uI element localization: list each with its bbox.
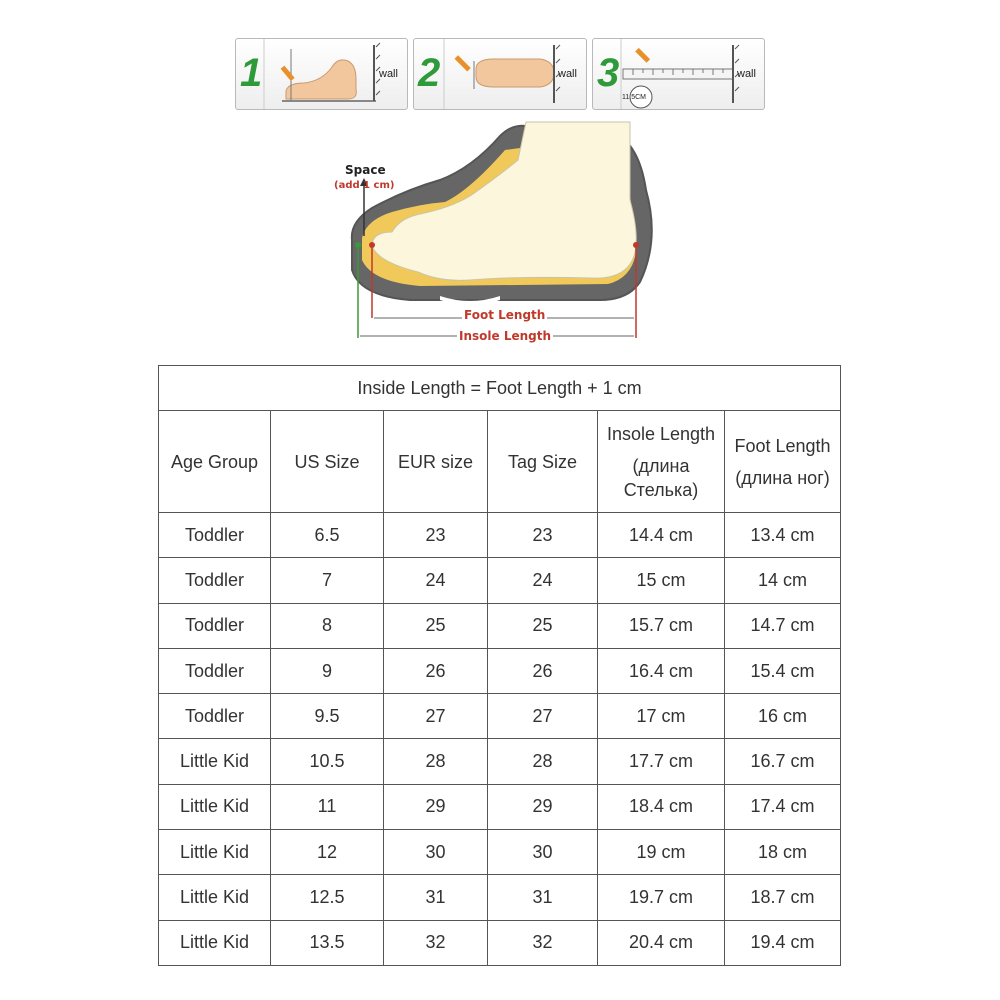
foot-length-label: Foot Length xyxy=(464,308,546,322)
cell-eur-size: 25 xyxy=(384,603,488,648)
cell-insole-length: 16.4 cm xyxy=(598,648,725,693)
cell-eur-size: 24 xyxy=(384,558,488,603)
cell-foot-length: 13.4 cm xyxy=(725,512,841,557)
header-age-group: Age Group xyxy=(159,411,271,513)
header-foot-length-ru: (длина ног) xyxy=(735,467,830,488)
cell-age-group: Toddler xyxy=(159,694,271,739)
step-3-number: 3 xyxy=(597,51,620,95)
step-1-wall-label: wall xyxy=(379,68,398,80)
cell-eur-size: 30 xyxy=(384,830,488,875)
step-2-wall-label: wall xyxy=(558,68,577,80)
header-eur-size: EUR size xyxy=(384,411,488,513)
cell-foot-length: 16.7 cm xyxy=(725,739,841,784)
cell-insole-length: 15 cm xyxy=(598,558,725,603)
table-row xyxy=(159,648,841,693)
insole-length-label: Insole Length xyxy=(459,329,552,343)
cell-eur-size: 26 xyxy=(384,648,488,693)
cell-foot-length: 18 cm xyxy=(725,830,841,875)
cell-us-size: 8 xyxy=(271,603,384,648)
cell-insole-length: 17.7 cm xyxy=(598,739,725,784)
cell-foot-length: 19.4 cm xyxy=(725,920,841,965)
cell-insole-length: 15.7 cm xyxy=(598,603,725,648)
cell-tag-size: 27 xyxy=(488,694,598,739)
cell-insole-length: 19.7 cm xyxy=(598,875,725,920)
cell-age-group: Toddler xyxy=(159,603,271,648)
step-3-wall-label: wall xyxy=(737,68,756,80)
shoe-foot-diagram xyxy=(0,0,1000,360)
cell-tag-size: 31 xyxy=(488,875,598,920)
header-insole-length-en: Insole Length xyxy=(606,423,716,444)
table-caption: Inside Length = Foot Length + 1 cm xyxy=(159,366,841,411)
cell-tag-size: 30 xyxy=(488,830,598,875)
table-row xyxy=(159,875,841,920)
cell-age-group: Toddler xyxy=(159,512,271,557)
cell-age-group: Little Kid xyxy=(159,784,271,829)
table-row xyxy=(159,558,841,603)
cell-insole-length: 14.4 cm xyxy=(598,512,725,557)
table-header-row xyxy=(159,411,841,513)
header-tag-size: Tag Size xyxy=(488,411,598,513)
table-row xyxy=(159,739,841,784)
size-chart-table xyxy=(158,365,841,966)
cell-age-group: Toddler xyxy=(159,648,271,693)
table-row xyxy=(159,784,841,829)
space-note: (add 1 cm) xyxy=(334,180,395,191)
cell-age-group: Little Kid xyxy=(159,830,271,875)
table-row xyxy=(159,920,841,965)
cell-age-group: Little Kid xyxy=(159,920,271,965)
cell-age-group: Little Kid xyxy=(159,739,271,784)
table-row xyxy=(159,512,841,557)
cell-age-group: Toddler xyxy=(159,558,271,603)
cell-eur-size: 29 xyxy=(384,784,488,829)
cell-foot-length: 16 cm xyxy=(725,694,841,739)
cell-insole-length: 18.4 cm xyxy=(598,784,725,829)
cell-tag-size: 28 xyxy=(488,739,598,784)
cell-us-size: 12.5 xyxy=(271,875,384,920)
cell-insole-length: 20.4 cm xyxy=(598,920,725,965)
header-foot-length-en: Foot Length xyxy=(734,435,831,456)
cell-foot-length: 15.4 cm xyxy=(725,648,841,693)
cell-insole-length: 17 cm xyxy=(598,694,725,739)
cell-tag-size: 26 xyxy=(488,648,598,693)
cell-us-size: 9.5 xyxy=(271,694,384,739)
cell-foot-length: 14 cm xyxy=(725,558,841,603)
cell-tag-size: 25 xyxy=(488,603,598,648)
cell-tag-size: 32 xyxy=(488,920,598,965)
space-label: Space xyxy=(345,163,386,177)
table-row xyxy=(159,694,841,739)
cell-eur-size: 23 xyxy=(384,512,488,557)
header-insole-length-ru: (длина Стелька) xyxy=(623,455,699,500)
cell-us-size: 6.5 xyxy=(271,512,384,557)
cell-us-size: 10.5 xyxy=(271,739,384,784)
cell-foot-length: 14.7 cm xyxy=(725,603,841,648)
cell-us-size: 9 xyxy=(271,648,384,693)
cell-eur-size: 28 xyxy=(384,739,488,784)
cell-age-group: Little Kid xyxy=(159,875,271,920)
cell-tag-size: 23 xyxy=(488,512,598,557)
header-insole-length xyxy=(598,411,725,513)
cell-foot-length: 18.7 cm xyxy=(725,875,841,920)
cell-us-size: 13.5 xyxy=(271,920,384,965)
step-2-number: 2 xyxy=(418,51,441,95)
cell-eur-size: 31 xyxy=(384,875,488,920)
cell-insole-length: 19 cm xyxy=(598,830,725,875)
table-row xyxy=(159,830,841,875)
cell-foot-length: 17.4 cm xyxy=(725,784,841,829)
cell-us-size: 12 xyxy=(271,830,384,875)
step-3-scale-label: 11.5CM xyxy=(622,94,646,101)
header-us-size: US Size xyxy=(271,411,384,513)
cell-us-size: 11 xyxy=(271,784,384,829)
step-1-number: 1 xyxy=(240,51,263,95)
cell-tag-size: 29 xyxy=(488,784,598,829)
header-foot-length xyxy=(725,411,841,513)
cell-eur-size: 27 xyxy=(384,694,488,739)
cell-us-size: 7 xyxy=(271,558,384,603)
cell-tag-size: 24 xyxy=(488,558,598,603)
cell-eur-size: 32 xyxy=(384,920,488,965)
table-row xyxy=(159,603,841,648)
